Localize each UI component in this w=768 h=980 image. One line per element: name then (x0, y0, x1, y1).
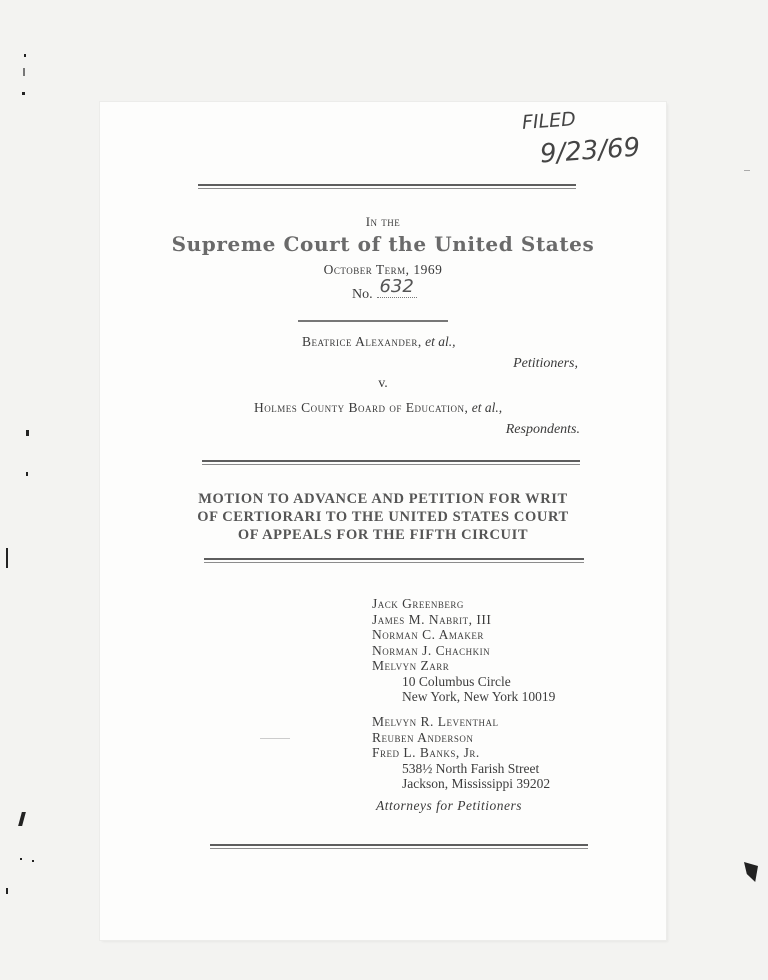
scan-speck (22, 92, 25, 95)
petitioner-name: Beatrice Alexander, (302, 334, 422, 349)
scan-speck (26, 472, 28, 476)
respondent-role: Respondents. (505, 422, 580, 437)
scan-speck (26, 430, 29, 436)
attorney-name: Melvyn Zarr (372, 658, 450, 673)
scan-speck (744, 170, 750, 171)
petitioner-role: Petitioners, (513, 356, 578, 371)
scan-speck (6, 548, 8, 568)
in-the-label: In the (365, 214, 401, 229)
scan-speck (20, 858, 22, 860)
address-line: New York, New York 10019 (402, 689, 556, 704)
address-line: 538½ North Farish Street (402, 760, 540, 776)
title-bottom-rule (204, 558, 584, 564)
court-name: Supreme Court of the United States (171, 232, 595, 256)
attorney-name: Norman C. Amaker (372, 627, 484, 642)
docket-number (352, 276, 417, 304)
caption-rule (298, 320, 448, 322)
scan-speck (24, 54, 26, 57)
document-title-line2: OF CERTIORARI TO THE UNITED STATES COURT (197, 509, 569, 525)
petitioner-etal: et al., (425, 334, 456, 349)
attorney-name: Reuben Anderson (372, 729, 474, 745)
title-top-rule (202, 460, 580, 466)
docket-value: 632 (377, 276, 417, 298)
attorney-name: Fred L. Banks, Jr. (372, 745, 480, 760)
respondent-name: Holmes County Board of Education, (254, 400, 469, 415)
handwritten-filed: FILED (521, 108, 577, 134)
address-line: 10 Columbus Circle (402, 673, 511, 689)
versus-label: v. (378, 376, 388, 391)
attorney-name: Norman J. Chachkin (372, 642, 491, 658)
term-label: October Term, 1969 (323, 262, 443, 277)
scan-smudge (260, 738, 290, 739)
address-line: Jackson, Mississippi 39202 (402, 776, 551, 791)
attorneys-role: Attorneys for Petitioners (376, 798, 522, 813)
attorney-name: Jack Greenberg (372, 596, 464, 611)
respondent-line (254, 400, 502, 416)
petitioner-line (302, 334, 456, 350)
document-title-line1: MOTION TO ADVANCE AND PETITION FOR WRIT (198, 491, 568, 507)
scan-speck (6, 888, 8, 894)
document-title-line3: OF APPEALS FOR THE FIFTH CIRCUIT (237, 527, 529, 543)
attorney-name: James M. Nabrit, III (372, 611, 492, 627)
scan-speck (32, 860, 34, 862)
respondent-etal: et al., (471, 400, 503, 415)
attorneys-group-jackson (372, 714, 550, 792)
docket-label: No. (352, 287, 373, 302)
bottom-rule (210, 844, 588, 850)
handwritten-date: 9/23/69 (539, 132, 642, 170)
scan-speck (23, 68, 25, 76)
document-page (100, 102, 666, 940)
attorneys-group-new-york (372, 596, 555, 705)
top-rule (198, 184, 576, 190)
attorney-name: Melvyn R. Leventhal (372, 714, 499, 729)
